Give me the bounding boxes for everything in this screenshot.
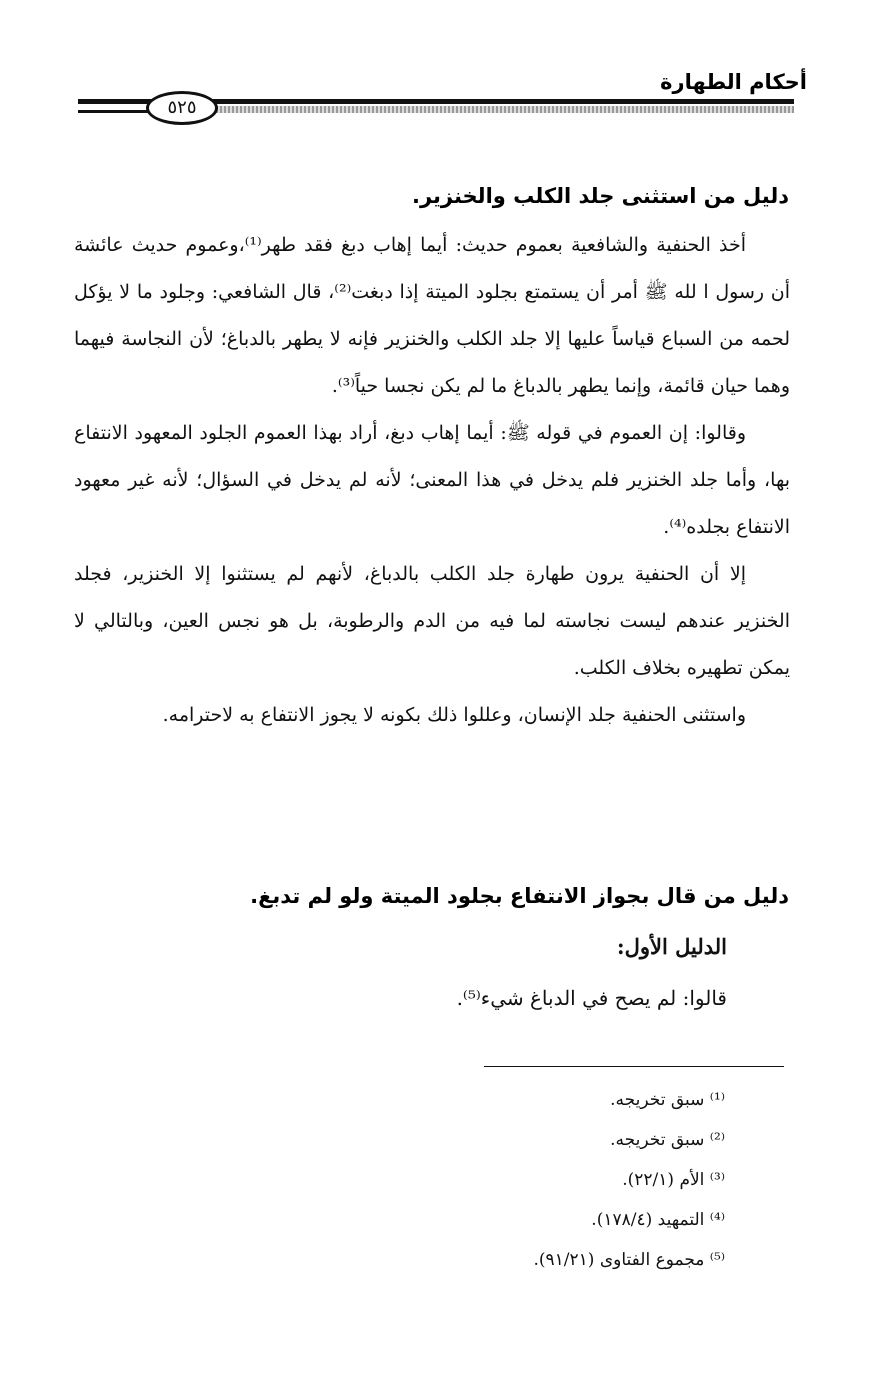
paragraph-1: أخذ الحنفية والشافعية بعموم حديث: أيما إهاب دبغ فقد طهر⁽¹⁾،وعموم حديث عائشة أن رسول ا لله ﷺ أمر أن يستمتع بجلود الميتة إذا دبغت⁽²⁾، قال الشافعي: وجلود ما لا يؤكل لحمه من السباع قياساً عليها إلا جلد الكلب والخنزير فإنه لا يطهر بالدباغ؛ لأن النجاسة فيهما وهما حيان قائمة، وإنما يطهر بالدباغ ما لم يكن نجسا حياً⁽³⁾. [74, 234, 790, 397]
page-number: ٥٢٥ [146, 91, 218, 125]
subheading: الدليل الأول: [616, 934, 727, 959]
footnote-1: ⁽¹⁾ سبق تخريجه. [610, 1090, 725, 1110]
paragraph-2: وقالوا: إن العموم في قوله ﷺ: أيما إهاب دبغ، أراد بهذا العموم الجلود المعهود الانتفاع بها، وأما جلد الخنزير فلم يدخل في هذا المعنى؛ لأنه لم يدخل في السؤال؛ لأنه غير معهود الانتفاع بجلده⁽⁴⁾. [74, 422, 790, 538]
paragraph-3: إلا أن الحنفية يرون طهارة جلد الكلب بالدباغ، لأنهم لم يستثنوا إلا الخنزير، فجلد الخنزير عندهم ليست نجاسته لما فيه من الدم والرطوبة، بل هو نجس العين، وبالتالي لا يمكن تطهيره بخلاف الكلب. [74, 563, 790, 679]
header-rule-left [78, 110, 148, 113]
footnotes [533, 1080, 725, 1280]
footnote-2: ⁽²⁾ سبق تخريجه. [610, 1130, 725, 1150]
footnote-3: ⁽³⁾ الأم (٢٢/١). [622, 1170, 725, 1190]
header-rule-pattern [212, 106, 794, 113]
section-heading-2: دليل من قال بجواز الانتفاع بجلود الميتة ولو لم تدبغ. [250, 884, 789, 908]
footnote-5: ⁽⁵⁾ مجموع الفتاوى (٩١/٢١). [533, 1250, 725, 1270]
quote-line: قالوا: لم يصح في الدباغ شيء⁽⁵⁾. [456, 986, 727, 1010]
footnote-rule [484, 1066, 784, 1067]
section-heading-1: دليل من استثنى جلد الكلب والخنزير. [411, 184, 789, 208]
footnote-4: ⁽⁴⁾ التمهيد (١٧٨/٤). [591, 1210, 725, 1230]
running-title: أحكام الطهارة [660, 70, 807, 94]
paragraph-4: واستثنى الحنفية جلد الإنسان، وعللوا ذلك بكونه لا يجوز الانتفاع به لاحترامه. [162, 704, 746, 726]
section-1-body [74, 222, 790, 739]
